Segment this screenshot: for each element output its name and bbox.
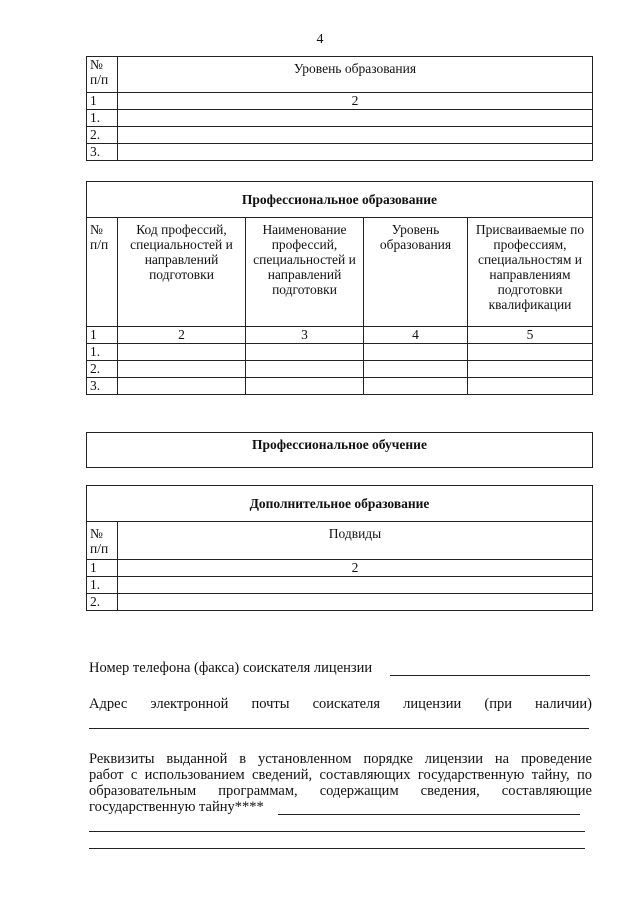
license-input-line-2[interactable] xyxy=(89,831,585,832)
row-number: 1. xyxy=(87,110,118,127)
row-number: 2. xyxy=(87,127,118,144)
col-number-4: 4 xyxy=(364,327,468,344)
col-number-2: 2 xyxy=(118,93,593,110)
col-number-2: 2 xyxy=(118,560,593,577)
header-number: № п/п xyxy=(87,218,118,327)
professional-training-table xyxy=(86,432,593,468)
row-number: 2. xyxy=(87,361,118,378)
section-title: Профессиональное образование xyxy=(87,182,593,218)
license-text-line-1: Реквизиты выданной в установленном порядке лицензии на проведение xyxy=(89,751,592,767)
header-number: № п/п xyxy=(87,522,118,560)
row-number: 2. xyxy=(87,594,118,611)
email-label-word: (при xyxy=(484,696,512,712)
phone-label: Номер телефона (факса) соискателя лицензии xyxy=(89,660,373,676)
section-title: Профессиональное обучение xyxy=(87,433,593,468)
license-input-line-3[interactable] xyxy=(89,848,585,849)
email-label-word: Адрес xyxy=(89,696,128,712)
row-number: 1. xyxy=(87,344,118,361)
col-number-5: 5 xyxy=(468,327,593,344)
table-cell[interactable] xyxy=(364,361,468,378)
header-subtypes: Подвиды xyxy=(118,522,593,560)
table-cell[interactable] xyxy=(468,344,593,361)
table-cell[interactable] xyxy=(468,361,593,378)
license-text-line-2: работ с использованием сведений, составляющих государственную тайну, по xyxy=(89,767,592,783)
additional-education-table xyxy=(86,485,593,611)
table-cell[interactable] xyxy=(118,110,593,127)
table-cell[interactable] xyxy=(364,378,468,395)
header-qualification: Присваиваемые по профессиям, специальностям и направлениям подготовки квалификации xyxy=(468,218,593,327)
header-code: Код профессий, специальностей и направлений подготовки xyxy=(118,218,246,327)
email-label-word: соискателя xyxy=(312,696,381,712)
header-education-level: Уровень образования xyxy=(118,57,593,93)
table-cell[interactable] xyxy=(118,594,593,611)
col-number-1: 1 xyxy=(87,93,118,110)
table-cell[interactable] xyxy=(118,361,246,378)
header-number: № п/п xyxy=(87,57,118,93)
section-title: Дополнительное образование xyxy=(87,486,593,522)
phone-input-line[interactable] xyxy=(390,675,590,676)
license-input-line-1[interactable] xyxy=(278,814,580,815)
row-number: 1. xyxy=(87,577,118,594)
table-cell[interactable] xyxy=(118,127,593,144)
table-cell[interactable] xyxy=(246,361,364,378)
col-number-1: 1 xyxy=(87,327,118,344)
email-label-word: наличии) xyxy=(535,696,592,712)
table-cell[interactable] xyxy=(468,378,593,395)
page-number: 4 xyxy=(316,32,324,47)
professional-education-table xyxy=(86,181,593,395)
table-cell[interactable] xyxy=(118,378,246,395)
table-cell[interactable] xyxy=(118,344,246,361)
table-cell[interactable] xyxy=(246,344,364,361)
table-cell[interactable] xyxy=(118,144,593,161)
license-text-line-3: образовательным программам, содержащим сведения, составляющие xyxy=(89,783,592,799)
email-label-word: почты xyxy=(251,696,290,712)
header-level: Уровень образования xyxy=(364,218,468,327)
email-label xyxy=(89,696,592,713)
email-label-word: электронной xyxy=(150,696,229,712)
row-number: 3. xyxy=(87,144,118,161)
table-cell[interactable] xyxy=(364,344,468,361)
col-number-1: 1 xyxy=(87,560,118,577)
license-text-line-4: государственную тайну**** xyxy=(89,799,264,815)
row-number: 3. xyxy=(87,378,118,395)
email-label-word: лицензии xyxy=(403,696,462,712)
col-number-3: 3 xyxy=(246,327,364,344)
header-name: Наименование профессий, специальностей и направлений подготовки xyxy=(246,218,364,327)
education-level-table xyxy=(86,56,593,161)
table-cell[interactable] xyxy=(118,577,593,594)
col-number-2: 2 xyxy=(118,327,246,344)
table-cell[interactable] xyxy=(246,378,364,395)
email-input-line[interactable] xyxy=(89,728,589,729)
